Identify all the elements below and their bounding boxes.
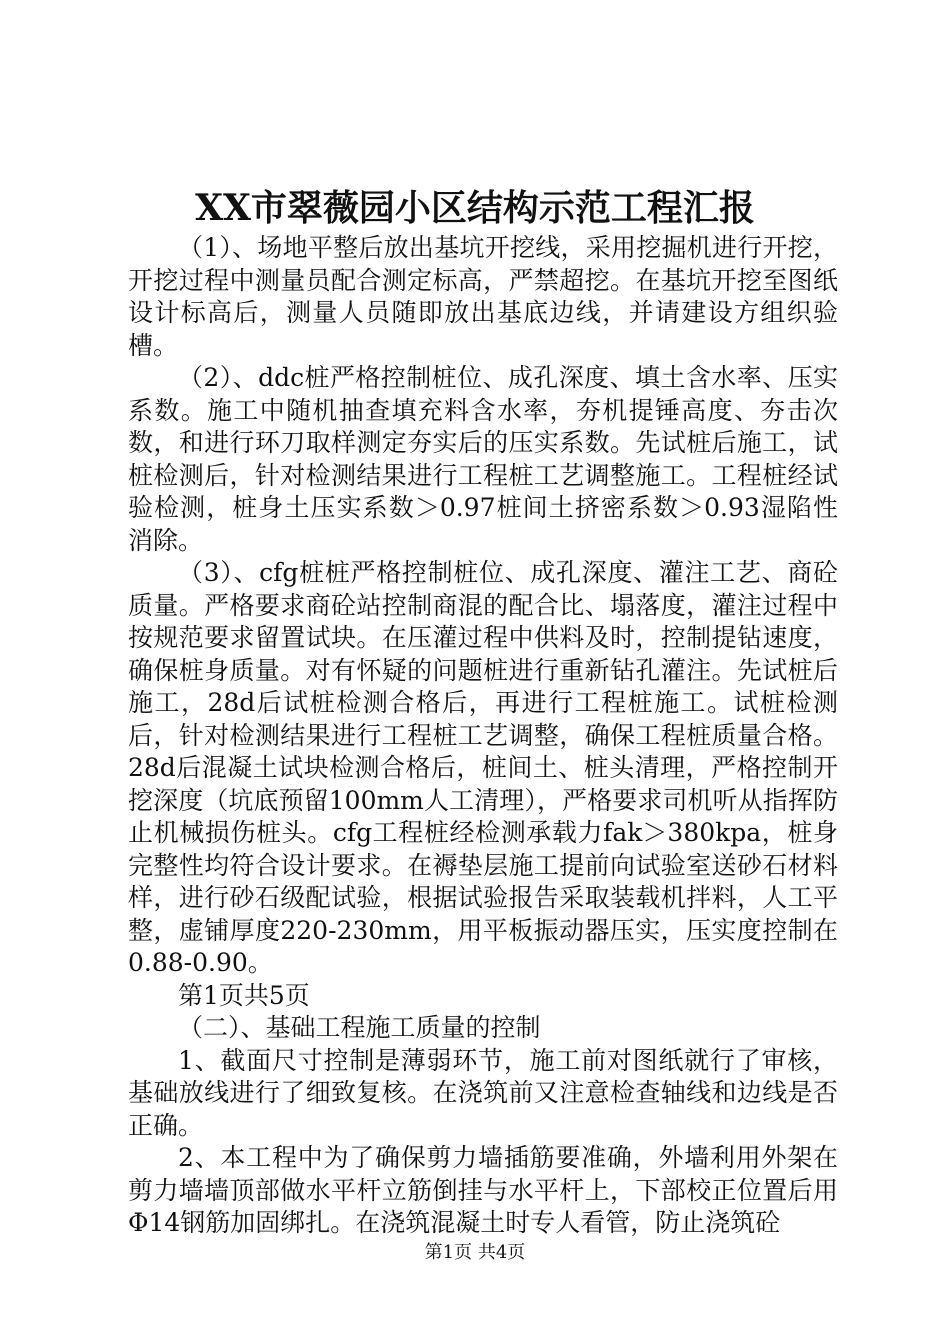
paragraph-shear-wall-rebar: 2、本工程中为了确保剪力墙插筋要准确，外墙利用外架在剪力墙墙顶部做水平杆立筋倒挂与水平杆上，下部校正位置后用Φ14钢筋加固绑扎。在浇筑混凝土时专人看管，防止浇筑砼 [128,1143,838,1237]
paragraph-section-size-control: 1、截面尺寸控制是薄弱环节，施工前对图纸就行了审核，基础放线进行了细致复核。在浇筑前又注意检查轴线和边线是否正确。 [128,1045,838,1140]
inline-page-number: 第1页共5页 [178,980,310,1010]
paragraph-cfg-pile: （3）、cfg桩桩严格控制桩位、成孔深度、灌注工艺、商砼质量。严格要求商砼站控制商混的配合比、塌落度，灌注过程中按规范要求留置试块。在压灌过程中供料及时，控制提钻速度，确保桩身质量。对有怀疑的问题桩进行重新钻孔灌注。先试桩后施工，28d后试桩检测合格后，再进行工程桩施工。试桩检测后，针对检测结果进行工程桩工艺调整，确保工程桩质量合格。28d后混凝土试块检测合格后，桩间土、桩头清理，严格控制开挖深度（坑底预留100mm人工清理），严格要求司机听从指挥防止机械损伤桩头。cfg工程桩经检测承载力fak＞380kpa，桩身完整性均符合设计要求。在褥垫层施工提前向试验室送砂石材料样，进行砂石级配试验，根据试验报告采取装载机拌料，人工平整，虚铺厚度220-230mm，用平板振动器压实，压实度控制在0.88-0.90。 [128,558,838,977]
paragraph-site-excavation: （1）、场地平整后放出基坑开挖线，采用挖掘机进行开挖，开挖过程中测量员配合测定标高，严禁超挖。在基坑开挖至图纸设计标高后，测量人员随即放出基底边线，并请建设方组织验槽。 [128,233,838,360]
document-body [128,232,838,1240]
document-title: XX市翠薇园小区结构示范工程汇报 [195,187,755,229]
section-heading-foundation-quality: （二）、基础工程施工质量的控制 [178,1013,541,1042]
paragraph-ddc-pile: （2）、ddc桩严格控制桩位、成孔深度、填土含水率、压实系数。施工中随机抽查填充料含水率，夯机提锤高度、夯击次数，和进行环刀取样测定夯实后的压实系数。先试桩后施工，试桩检测后，针对检测结果进行工程桩工艺调整施工。工程桩经试验检测，桩身土压实系数＞0.97桩间土挤密系数＞0.93湿陷性消除。 [128,363,838,555]
page-footer: 第1页 共4页 [424,1242,526,1263]
